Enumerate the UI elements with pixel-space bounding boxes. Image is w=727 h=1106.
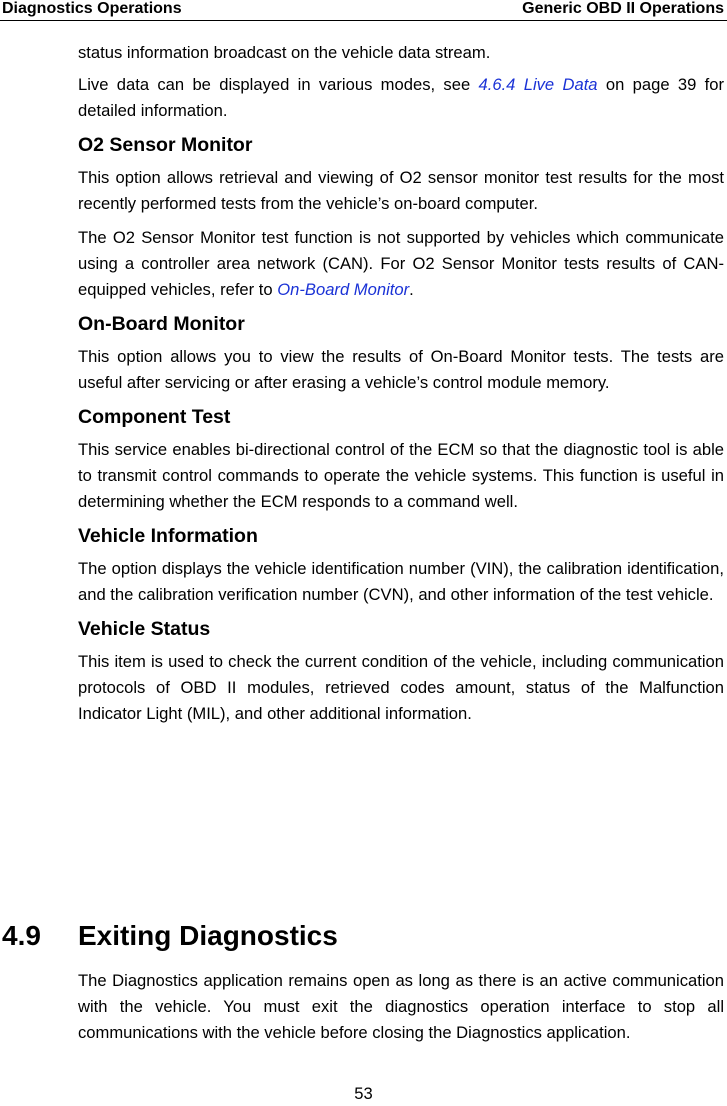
page-body [78, 40, 724, 735]
intro-paragraph: status information broadcast on the vehicle data stream. [78, 43, 491, 62]
page-number: 53 [354, 1084, 373, 1103]
live-data-paragraph [78, 72, 724, 124]
section-number: 4.9 [2, 920, 41, 951]
live-data-link[interactable]: 4.6.4 Live Data [478, 75, 598, 94]
on-board-monitor-paragraph: This option allows you to view the results of On-Board Monitor tests. The tests are useful after servicing or after erasing a vehicle’s control module memory. [78, 347, 724, 392]
o2-text-before: The O2 Sensor Monitor test function is not supported by vehicles which communicate using a controller area network (CAN). For O2 Sensor Monitor tests results of CAN-equipped vehicles, refer to [78, 228, 724, 299]
on-board-monitor-link[interactable]: On-Board Monitor [277, 280, 410, 299]
o2-text-after: . [409, 280, 414, 299]
vehicle-status-heading: Vehicle Status [78, 618, 211, 640]
header-section-title: Generic OBD II Operations [522, 0, 724, 17]
vehicle-information-heading: Vehicle Information [78, 525, 258, 547]
vehicle-information-paragraph: The option displays the vehicle identification number (VIN), the calibration identification, and the calibration verification number (CVN), and other information of the test vehicle. [78, 559, 724, 604]
header-chapter-title: Diagnostics Operations [2, 0, 182, 17]
page-header [0, 0, 727, 21]
o2-sensor-heading: O2 Sensor Monitor [78, 134, 253, 156]
component-test-heading: Component Test [78, 406, 231, 428]
section-body [78, 968, 724, 1054]
o2-sensor-paragraph-1: This option allows retrieval and viewing of O2 sensor monitor test results for the most recently performed tests from the vehicle’s on-board computer. [78, 168, 724, 213]
exiting-diagnostics-paragraph: The Diagnostics application remains open as long as there is an active communication with the vehicle. You must exit the diagnostics operation interface to stop all communications with the vehicle before closing the Diagnostics application. [78, 971, 724, 1042]
live-data-text-before: Live data can be displayed in various modes, see [78, 75, 479, 94]
on-board-monitor-heading: On-Board Monitor [78, 313, 245, 335]
section-heading [2, 918, 338, 954]
section-title: Exiting Diagnostics [78, 920, 338, 951]
vehicle-status-paragraph: This item is used to check the current condition of the vehicle, including communication protocols of OBD II modules, retrieved codes amount, status of the Malfunction Indicator Light (MIL), and other additional information. [78, 652, 724, 723]
component-test-paragraph: This service enables bi-directional control of the ECM so that the diagnostic tool is able to transmit control commands to operate the vehicle systems. This function is useful in determining whether the ECM responds to a command well. [78, 440, 724, 511]
live-data-text-after: on page 39 for detailed information. [78, 75, 725, 120]
o2-sensor-paragraph-2 [78, 225, 724, 303]
